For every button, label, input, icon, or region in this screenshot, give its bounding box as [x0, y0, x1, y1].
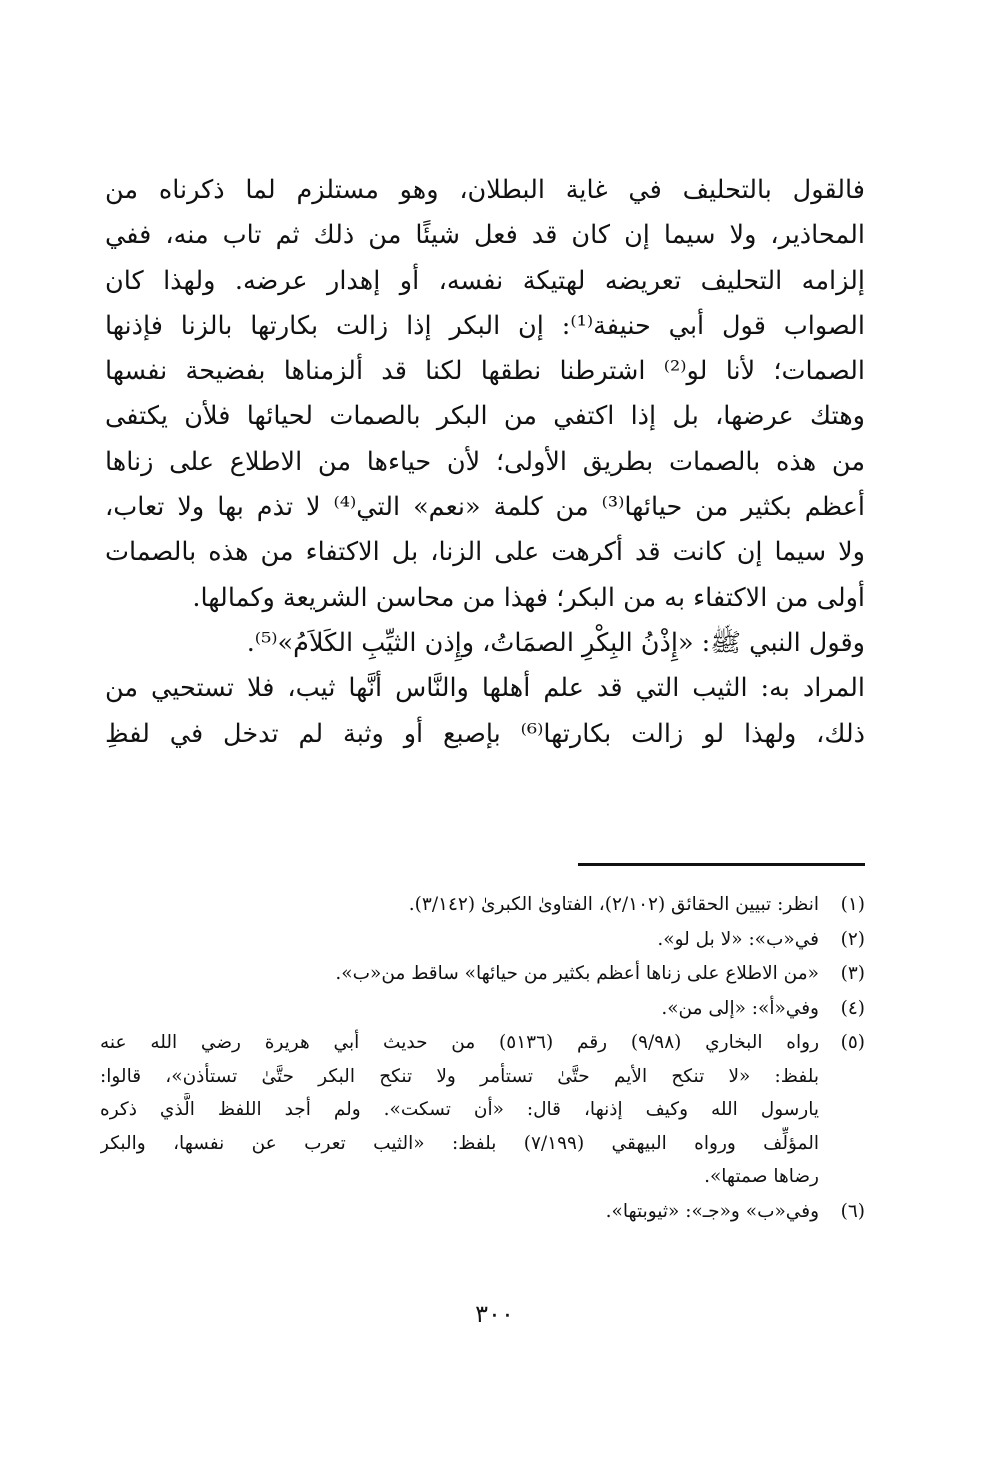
body-line: ذلك، ولهذا لو زالت بكارتها⁽⁶⁾ بإصبع أو وثبة لم تدخل في لفظِ [105, 718, 865, 749]
footnote-text [100, 1195, 819, 1229]
footnote-line: في«ب»: «لا بل لو». [657, 928, 819, 950]
footnote-line: وفي«أ»: «إلى من». [661, 997, 819, 1019]
footnote-number: (٦) [840, 1200, 865, 1222]
body-line: أعظم بكثير من حيائها⁽³⁾ من كلمة «نعم» التي⁽⁴⁾ لا تذم بها ولا تعاب، [105, 492, 865, 523]
footnote-text [100, 992, 819, 1026]
footnote [100, 992, 865, 1026]
body-line: أولى من الاكتفاء به من البكر؛ فهذا من محاسن الشريعة وكمالها. [192, 582, 865, 613]
footnote [100, 923, 865, 957]
body-line: وهتك عرضها، بل إذا اكتفي من البكر بالصمات لحيائها فلأن يكتفى [105, 401, 865, 432]
body-line: المراد به: الثيب التي قد علم أهلها والنَّاس أنَّها ثيب، فلا تستحيي من [105, 673, 865, 704]
footnote-number: (٣) [840, 963, 865, 984]
body-line: ولا سيما إن كانت قد أكرهت على الزنا، بل الاكتفاء من هذه بالصمات [105, 537, 865, 568]
footnote-line: المؤلِّف ورواه البيهقي (٧/١٩٩) بلفظ: «الثيب تعرب عن نفسها، والبكر [100, 1132, 819, 1154]
footnote [100, 957, 865, 991]
footnote-text [100, 1026, 819, 1194]
footnote-text [100, 957, 819, 991]
footnote-number: (٥) [840, 1032, 865, 1053]
body-line: فالقول بالتحليف في غاية البطلان، وهو مستلزم لما ذكرناه من [105, 175, 865, 205]
footnote-number: (٤) [840, 997, 865, 1019]
footnote [100, 888, 865, 922]
footnotes [100, 888, 865, 1229]
footnote [100, 1026, 865, 1194]
footnote-line: رواه البخاري (٩/٩٨) رقم (٥١٣٦) من حديث أبي هريرة رضي الله عنه [100, 1032, 819, 1053]
footnote-number: (١) [840, 894, 865, 915]
page-number: ٣٠٠ [475, 1300, 514, 1328]
body-line: إلزامه التحليف تعريضه لهتيكة نفسه، أو إهدار عرضه. ولهذا كان [105, 265, 865, 296]
footnote-number: (٢) [840, 928, 865, 950]
footnote [100, 1195, 865, 1229]
footnote-line: يارسول الله وكيف إذنها، قال: «أن تسكت». ولم أجد اللفظ الَّذي ذكره [100, 1099, 819, 1120]
footnote-line: «من الاطلاع على زناها أعظم بكثير من حيائها» ساقط من«ب». [335, 963, 819, 984]
footnote-divider [578, 863, 865, 866]
body-line: المحاذير، ولا سيما إن كان قد فعل شيئًا من ذلك ثم تاب منه، ففي [105, 220, 865, 251]
body-line: الصواب قول أبي حنيفة⁽¹⁾: إن البكر إذا زالت بكارتها بالزنا فإذنها [105, 310, 865, 341]
footnote-text [100, 923, 819, 957]
body-line: وقول النبي ﷺ: «إِذْنُ البِكْرِ الصمَاتُ، وإِذن الثيِّبِ الكَلاَمُ»⁽⁵⁾. [246, 627, 865, 658]
body-line: من هذه بالصمات بطريق الأولى؛ لأن حياءها من الاطلاع على زناها [105, 446, 865, 477]
footnote-line: وفي«ب» و«جـ»: «ثيوبتها». [605, 1200, 819, 1222]
footnote-line: رضاها صمتها». [704, 1166, 819, 1187]
body-line: الصمات؛ لأنا لو⁽²⁾ اشترطنا نطقها لكنا قد ألزمناها بفضيحة نفسها [105, 356, 865, 387]
footnote-line: انظر: تبيين الحقائق (٢/١٠٢)، الفتاوىٰ الكبرىٰ (٣/١٤٢). [408, 894, 819, 915]
body-text [105, 168, 865, 757]
footnote-line: بلفظ: «لا تنكح الأيم حتَّىٰ تستأمر ولا تنكح البكر حتَّىٰ تستأذن»، قالوا: [100, 1065, 819, 1087]
footnote-text [100, 888, 819, 922]
